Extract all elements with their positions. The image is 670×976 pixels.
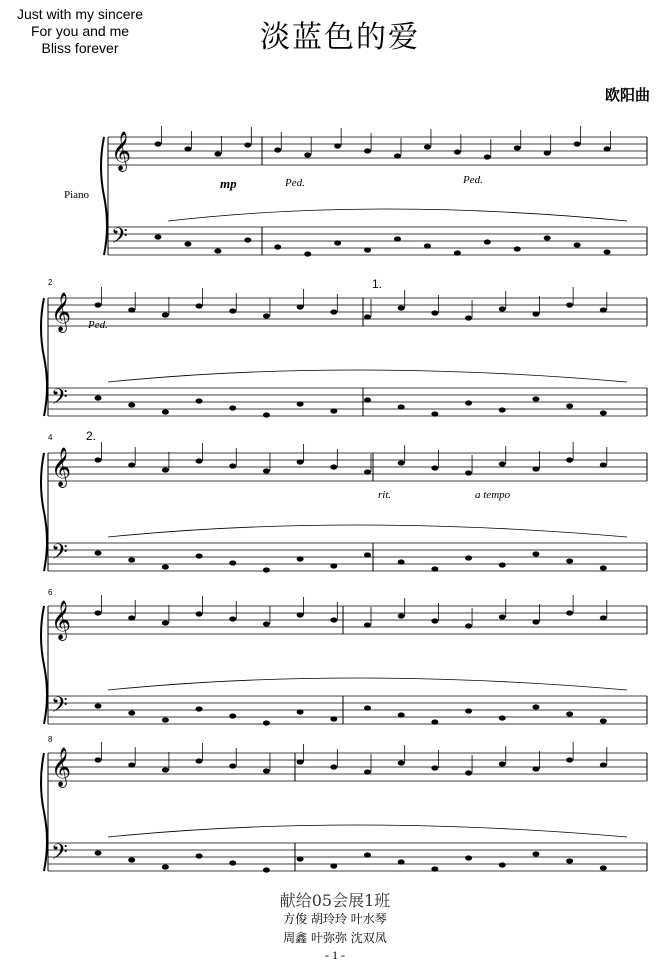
note-head (330, 563, 337, 568)
note-head (196, 611, 203, 616)
note-head (398, 760, 405, 765)
treble-clef: 𝄞 (111, 131, 132, 171)
note-head (95, 610, 102, 615)
note-head (364, 397, 371, 402)
note-head (364, 469, 371, 474)
note-head (600, 410, 607, 415)
brace (41, 753, 47, 871)
note-head (214, 248, 221, 253)
note-head (297, 459, 304, 464)
note-head (95, 703, 102, 708)
page-title: 淡蓝色的爱 (260, 20, 420, 55)
note-head (514, 246, 521, 251)
note-head (532, 466, 539, 471)
staff-systems (41, 131, 647, 871)
note-head (566, 302, 573, 307)
note-head (566, 858, 573, 863)
note-head (155, 141, 162, 146)
rit-mark: rit. (378, 489, 392, 501)
note-head (196, 458, 203, 463)
note-head (334, 143, 341, 148)
note-head (398, 559, 405, 564)
brace (41, 298, 47, 416)
note-head (364, 314, 371, 319)
note-head (196, 553, 203, 558)
bass-clef: 𝄢 (51, 693, 68, 723)
note-head (604, 249, 611, 254)
note-head (364, 622, 371, 627)
pedal-mark-3: Ped. (88, 319, 108, 331)
composer: 欧阳曲 (604, 86, 650, 104)
brace (41, 453, 47, 571)
note-head (196, 398, 203, 403)
bass-clef: 𝄢 (51, 385, 68, 415)
note-head (398, 859, 405, 864)
dedication-line-3: Bliss forever (41, 40, 119, 56)
note-head (465, 315, 472, 320)
slur (108, 678, 627, 690)
dynamic-mp: mp (220, 176, 237, 191)
note-head (244, 142, 251, 147)
note-head (95, 757, 102, 762)
treble-clef: 𝄞 (51, 292, 72, 332)
note-head (263, 313, 270, 318)
brace (101, 137, 107, 255)
note-head (128, 462, 135, 467)
note-head (431, 719, 438, 724)
brace (41, 606, 47, 724)
note-head (304, 152, 311, 157)
note-head (364, 552, 371, 557)
note-head (274, 244, 281, 249)
note-head (297, 556, 304, 561)
note-head (566, 457, 573, 462)
note-head (465, 708, 472, 713)
footer-names-2: 周鑫 叶弥弥 沈双凤 (283, 931, 387, 945)
note-head (465, 400, 472, 405)
note-head (431, 765, 438, 770)
note-head (229, 763, 236, 768)
note-head (196, 758, 203, 763)
note-head (532, 396, 539, 401)
note-head (364, 705, 371, 710)
note-head (499, 761, 506, 766)
note-head (394, 236, 401, 241)
note-head (263, 412, 270, 417)
note-head (454, 149, 461, 154)
treble-clef: 𝄞 (51, 447, 72, 487)
note-head (304, 251, 311, 256)
pedal-mark-2: Ped. (463, 174, 483, 186)
note-head (330, 764, 337, 769)
note-head (600, 865, 607, 870)
note-head (297, 612, 304, 617)
note-head (398, 460, 405, 465)
volta-2-label: 2. (86, 429, 97, 443)
score-markings (48, 174, 511, 744)
footer-names-1: 方俊 胡玲玲 叶水琴 (283, 912, 387, 926)
instrument-label: Piano (64, 189, 90, 201)
note-head (574, 242, 581, 247)
note-head (566, 711, 573, 716)
note-head (162, 467, 169, 472)
slur (108, 370, 627, 382)
note-head (334, 240, 341, 245)
note-head (398, 613, 405, 618)
note-head (566, 558, 573, 563)
note-head (532, 619, 539, 624)
bass-clef: 𝄢 (51, 540, 68, 570)
slur (108, 825, 627, 837)
note-head (297, 304, 304, 309)
note-head (499, 407, 506, 412)
note-head (499, 562, 506, 567)
note-head (95, 550, 102, 555)
treble-clef: 𝄞 (51, 747, 72, 787)
note-head (532, 311, 539, 316)
note-head (364, 148, 371, 153)
note-head (600, 565, 607, 570)
note-heads (95, 126, 628, 873)
note-head (263, 768, 270, 773)
page-number: - 1 - (325, 948, 345, 962)
measure-number-8: 8 (48, 735, 53, 744)
note-head (196, 706, 203, 711)
note-head (274, 147, 281, 152)
note-head (364, 852, 371, 857)
note-head (566, 403, 573, 408)
note-head (431, 310, 438, 315)
note-head (454, 250, 461, 255)
note-head (184, 241, 191, 246)
note-head (431, 566, 438, 571)
footer-dedication: 献给05会展1班 (279, 891, 391, 910)
note-head (465, 470, 472, 475)
a-tempo-mark: a tempo (475, 489, 511, 501)
dedication-line-2: For you and me (30, 23, 130, 39)
note-head (297, 401, 304, 406)
note-head (424, 144, 431, 149)
note-head (431, 866, 438, 871)
note-head (229, 308, 236, 313)
note-head (364, 769, 371, 774)
note-head (229, 860, 236, 865)
note-head (244, 237, 251, 242)
note-head (162, 409, 169, 414)
note-head (155, 234, 162, 239)
volta-1-label: 1. (372, 277, 383, 291)
note-head (196, 303, 203, 308)
note-head (364, 247, 371, 252)
note-head (431, 411, 438, 416)
note-head (574, 141, 581, 146)
dedication-line-1: Just with my sincere (16, 6, 144, 22)
note-head (499, 461, 506, 466)
note-head (499, 306, 506, 311)
note-head (499, 715, 506, 720)
note-head (229, 405, 236, 410)
note-head (431, 465, 438, 470)
note-head (162, 564, 169, 569)
note-head (95, 395, 102, 400)
note-head (544, 235, 551, 240)
note-head (604, 146, 611, 151)
note-head (600, 718, 607, 723)
note-head (566, 610, 573, 615)
note-head (465, 623, 472, 628)
note-head (229, 713, 236, 718)
note-head (229, 616, 236, 621)
bass-clef: 𝄢 (111, 224, 128, 254)
note-head (263, 621, 270, 626)
note-head (263, 468, 270, 473)
note-head (330, 716, 337, 721)
note-head (128, 857, 135, 862)
note-head (214, 151, 221, 156)
note-head (229, 560, 236, 565)
bass-clef: 𝄢 (51, 840, 68, 870)
note-head (532, 766, 539, 771)
note-head (128, 762, 135, 767)
slur (108, 525, 627, 537)
note-head (431, 618, 438, 623)
note-head (600, 762, 607, 767)
note-head (600, 615, 607, 620)
note-head (484, 239, 491, 244)
note-head (162, 717, 169, 722)
note-head (398, 712, 405, 717)
note-head (162, 864, 169, 869)
note-head (184, 146, 191, 151)
note-head (499, 862, 506, 867)
note-head (398, 404, 405, 409)
note-head (465, 770, 472, 775)
note-head (532, 704, 539, 709)
note-head (398, 305, 405, 310)
note-head (95, 302, 102, 307)
note-head (514, 145, 521, 150)
note-head (330, 464, 337, 469)
note-head (297, 759, 304, 764)
note-head (330, 863, 337, 868)
note-head (330, 309, 337, 314)
note-head (465, 555, 472, 560)
pedal-mark-1: Ped. (285, 177, 305, 189)
note-head (128, 307, 135, 312)
note-head (263, 867, 270, 872)
measure-number-6: 6 (48, 588, 53, 597)
note-head (263, 720, 270, 725)
note-head (465, 855, 472, 860)
note-head (162, 767, 169, 772)
note-head (532, 851, 539, 856)
note-head (297, 856, 304, 861)
note-head (128, 402, 135, 407)
note-head (128, 710, 135, 715)
note-head (128, 557, 135, 562)
note-head (297, 709, 304, 714)
note-head (600, 462, 607, 467)
note-head (544, 150, 551, 155)
note-head (330, 617, 337, 622)
note-head (229, 463, 236, 468)
measure-number-2: 2 (48, 278, 53, 287)
note-head (263, 567, 270, 572)
measure-number-4: 4 (48, 433, 53, 442)
note-head (162, 620, 169, 625)
note-head (330, 408, 337, 413)
slur (168, 209, 627, 221)
note-head (424, 243, 431, 248)
note-head (128, 615, 135, 620)
note-head (394, 153, 401, 158)
treble-clef: 𝄞 (51, 600, 72, 640)
note-head (95, 457, 102, 462)
note-head (484, 154, 491, 159)
note-head (162, 312, 169, 317)
note-head (532, 551, 539, 556)
note-head (499, 614, 506, 619)
note-head (600, 307, 607, 312)
note-head (95, 850, 102, 855)
note-head (196, 853, 203, 858)
note-head (566, 757, 573, 762)
